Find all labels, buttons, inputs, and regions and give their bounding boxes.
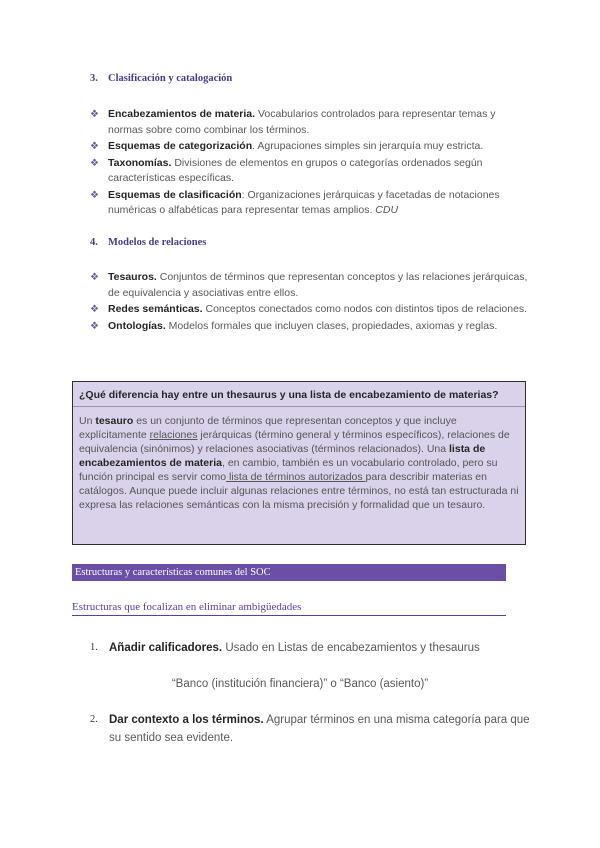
callout-divider — [73, 406, 525, 407]
item-text: Agrupar términos en una misma categoría para que su sentido sea evidente. — [109, 714, 530, 744]
underlined-relaciones: relaciones — [149, 429, 198, 441]
subsection-heading: Estructuras que focalizan en eliminar ambigüedades — [72, 601, 506, 616]
item-term: Encabezamientos de materia. — [108, 108, 256, 120]
item-text: Divisiones de elementos en grupos o categorías ordenados según características específicas. — [108, 156, 483, 184]
diamond-bullet-icon: ❖ — [90, 304, 99, 315]
item-text: Conceptos conectados como nodos con distintos tipos de relaciones. — [202, 303, 528, 315]
item-text: Conjuntos de términos que representan conceptos y las relaciones jerárquicas, de equivalencia y asociativas entre ellos. — [108, 271, 528, 299]
item-text: . Agrupaciones simples sin jerarquía muy estricta. — [252, 140, 484, 152]
item-text: Vocabularios controlados para representar temas y normas sobre como combinar los términos. — [108, 108, 496, 136]
diamond-bullet-icon: ❖ — [90, 320, 99, 332]
section-number: 3. — [90, 73, 98, 84]
diamond-bullet-icon: ❖ — [90, 189, 99, 201]
item-term: Ontologías. — [108, 319, 166, 332]
item-extra: CDU — [375, 204, 399, 216]
section-title: Modelos de relaciones — [108, 237, 207, 248]
numbered-item — [90, 711, 530, 747]
term-lista-encabezamientos: lista de encabezamientos de materia — [79, 443, 486, 469]
diamond-bullet-icon: ❖ — [90, 272, 99, 283]
list-item — [90, 156, 530, 187]
list-item — [90, 107, 530, 138]
section-band-heading: Estructuras y características comunes del SOC — [72, 564, 506, 581]
callout-box — [72, 381, 526, 545]
section-3-heading — [90, 73, 232, 84]
underlined-lista-autorizados: lista de términos autorizados — [226, 471, 366, 483]
section-3-list — [90, 107, 530, 220]
term-tesauro: tesauro — [95, 415, 134, 427]
list-item — [90, 188, 530, 219]
item-term: Esquemas de categorización — [108, 140, 253, 152]
callout-question: ¿Qué diferencia hay entre un thesaurus y una lista de encabezamiento de materias? — [79, 389, 499, 401]
section-4-heading — [90, 237, 206, 248]
list-item — [90, 270, 530, 301]
section-number: 4. — [90, 237, 98, 248]
section-4-list — [90, 270, 530, 335]
diamond-bullet-icon: ❖ — [90, 157, 99, 169]
numbered-item — [90, 639, 530, 657]
item-text: : Organizaciones jerárquicas y facetadas de notaciones numéricas o alfabéticas para representar temas amplios. — [108, 188, 500, 216]
example-text: “Banco (institución financiera)” o “Banco (asiento)” — [171, 678, 429, 690]
item-term: Taxonomías. — [108, 156, 172, 169]
item-text: Modelos formales que incluyen clases, propiedades, axiomas y reglas. — [165, 319, 498, 332]
item-term: Tesauros. — [108, 271, 157, 283]
item-term: Redes semánticas. — [108, 303, 203, 315]
item-number: 2. — [90, 714, 98, 725]
list-item — [90, 139, 530, 155]
list-item — [90, 302, 530, 318]
list-item — [90, 319, 530, 335]
diamond-bullet-icon: ❖ — [90, 109, 99, 120]
callout-answer: Un tesauro es un conjunto de términos que representan conceptos y que incluye explícitamente relaciones jerárquicas (término general y términos específicos), relaciones de equivalencia (sinónimos) y relaciones asociativas (términos relacionados). Una lista de encabezamientos de materia, en cambio, también es un vocabulario controlado, pero su función principal es servir como lista de términos autorizados para describir materias en catálogos. Aunque puede incluir algunas relaciones entre términos, no está tan estructurada ni expresa las relaciones semánticas con la misma precisión y formalidad que un tesauro. — [79, 415, 519, 511]
item-number: 1. — [90, 642, 98, 653]
item-text: Usado en Listas de encabezamientos y thesaurus — [222, 642, 480, 654]
item-term: Esquemas de clasificación — [108, 188, 242, 201]
item-term: Dar contexto a los términos. — [109, 714, 264, 726]
section-title: Clasificación y catalogación — [108, 73, 233, 84]
item-term: Añadir calificadores. — [109, 642, 223, 654]
diamond-bullet-icon: ❖ — [90, 141, 99, 152]
